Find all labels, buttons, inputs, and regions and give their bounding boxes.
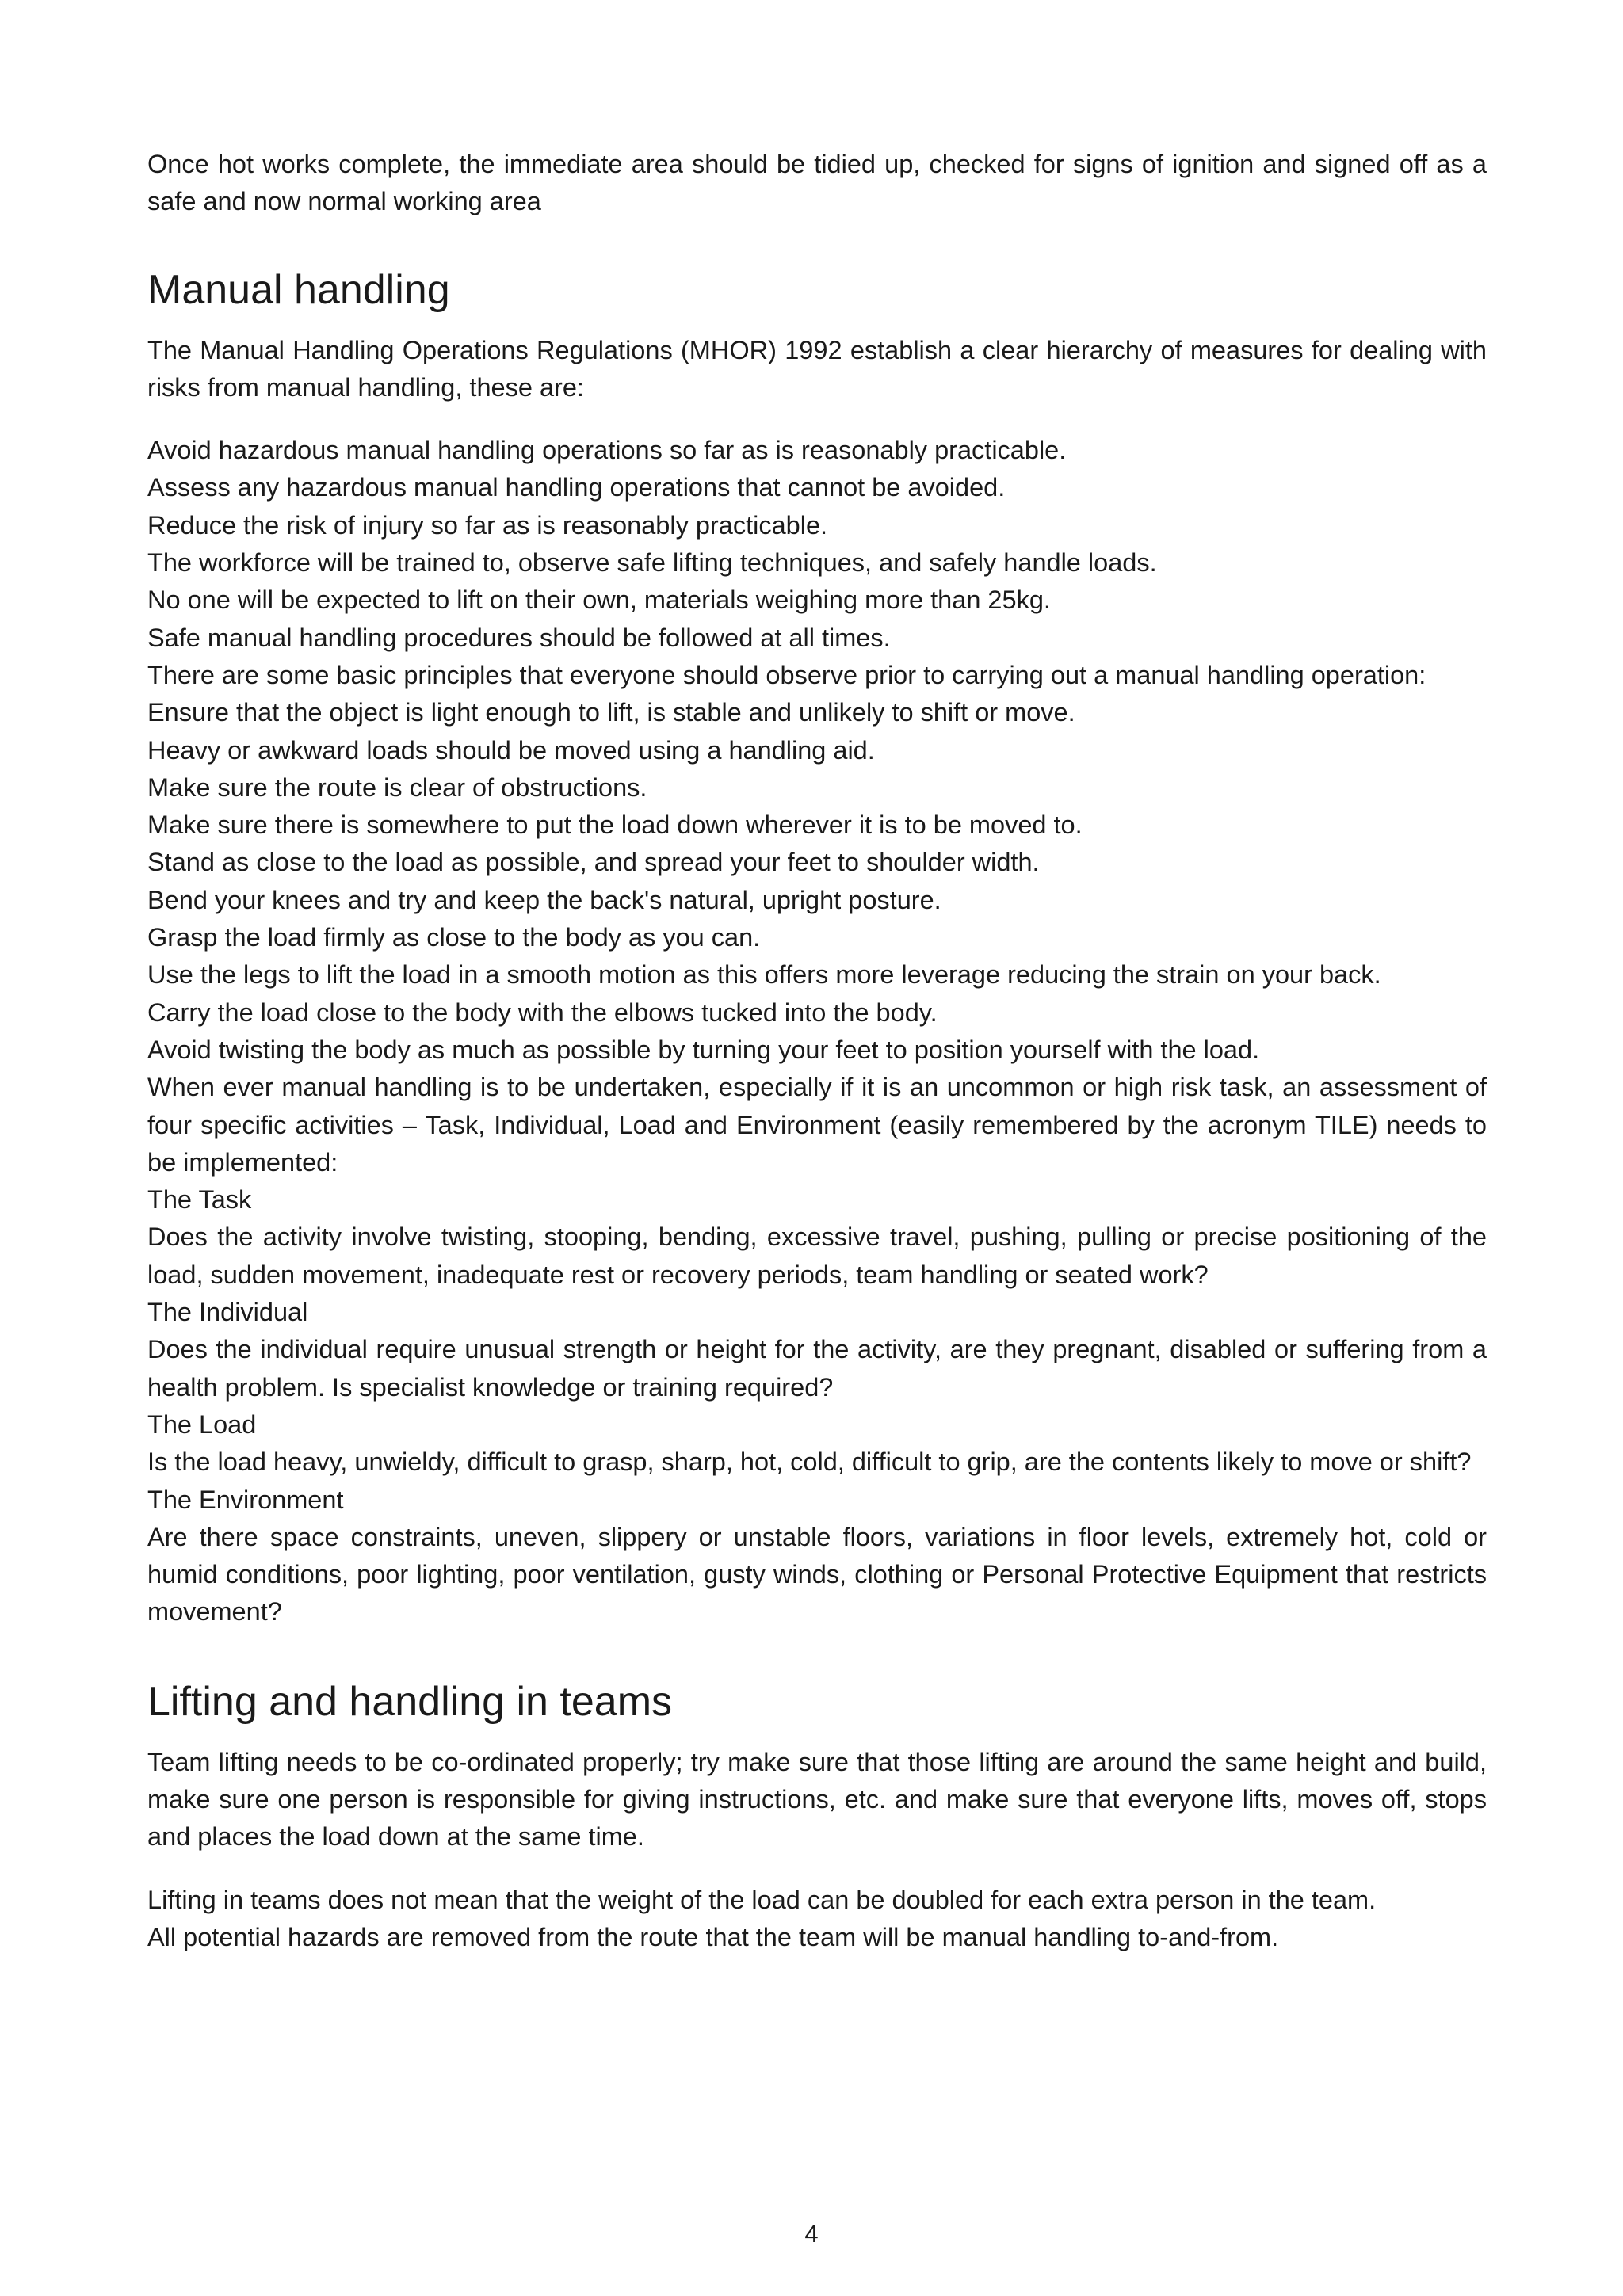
list-item: No one will be expected to lift on their own, materials weighing more than 25kg. xyxy=(147,585,1051,615)
page-number: 4 xyxy=(804,2220,819,2248)
list-item: Is the load heavy, unwieldy, difficult to grasp, sharp, hot, cold, difficult to grip, are the contents likely to move or shift? xyxy=(147,1447,1472,1477)
tile-heading-individual: The Individual xyxy=(147,1298,308,1327)
teams-paragraph-1: Team lifting needs to be co-ordinated properly; try make sure that those lifting are around the same height and build, make sure one person is responsible for giving instructions, etc. and make sure that everyone lifts, moves off, stops and places the load down at the same time. xyxy=(147,1747,1487,1852)
list-item: Safe manual handling procedures should be followed at all times. xyxy=(147,623,891,652)
manual-handling-heading: Manual handling xyxy=(147,266,450,313)
list-item: Grasp the load firmly as close to the body as you can. xyxy=(147,923,761,952)
list-item: When ever manual handling is to be undertaken, especially if it is an uncommon or high risk task, an assessment of four specific activities – Task, Individual, Load and Environment (easily remembered by the acronym TILE) needs to be implemented: xyxy=(147,1073,1487,1177)
list-item: Heavy or awkward loads should be moved using a handling aid. xyxy=(147,735,875,765)
list-item: Avoid hazardous manual handling operations so far as is reasonably practicable. xyxy=(147,436,1067,465)
list-item: Are there space constraints, uneven, slippery or unstable floors, variations in floor levels, extremely hot, cold or humid conditions, poor lighting, poor ventilation, gusty winds, clothing or Personal Protective Equipment that restricts movement? xyxy=(147,1522,1487,1627)
list-item: Reduce the risk of injury so far as is reasonably practicable. xyxy=(147,510,828,540)
list-item: Ensure that the object is light enough to lift, is stable and unlikely to shift or move. xyxy=(147,698,1075,727)
list-item: Bend your knees and try and keep the back's natural, upright posture. xyxy=(147,885,941,914)
list-item: Use the legs to lift the load in a smooth motion as this offers more leverage reducing the strain on your back. xyxy=(147,960,1381,990)
list-item: The workforce will be trained to, observe safe lifting techniques, and safely handle loads. xyxy=(147,548,1157,578)
list-item: Avoid twisting the body as much as possible by turning your feet to position yourself with the load. xyxy=(147,1035,1260,1064)
list-item: Carry the load close to the body with the elbows tucked into the body. xyxy=(147,997,938,1027)
list-item: Stand as close to the load as possible, and spread your feet to shoulder width. xyxy=(147,848,1040,877)
manual-handling-intro: The Manual Handling Operations Regulations (MHOR) 1992 establish a clear hierarchy of measures for dealing with risks from manual handling, these are: xyxy=(147,335,1487,402)
teams-paragraph-2 xyxy=(147,1882,1487,1957)
list-item: Make sure there is somewhere to put the load down wherever it is to be moved to. xyxy=(147,810,1083,840)
list-item: Lifting in teams does not mean that the weight of the load can be doubled for each extra person in the team. xyxy=(147,1885,1377,1914)
list-item: Does the individual require unusual strength or height for the activity, are they pregnant, disabled or suffering from a health problem. Is specialist knowledge or training required? xyxy=(147,1335,1487,1402)
manual-handling-list xyxy=(147,432,1487,1631)
list-item: There are some basic principles that everyone should observe prior to carrying out a manual handling operation: xyxy=(147,660,1426,689)
list-item: Make sure the route is clear of obstructions. xyxy=(147,772,647,802)
list-item: Does the activity involve twisting, stooping, bending, excessive travel, pushing, pulling or precise positioning of the load, sudden movement, inadequate rest or recovery periods, team handling or seated work? xyxy=(147,1222,1487,1289)
tile-heading-task: The Task xyxy=(147,1185,252,1215)
document-page xyxy=(147,146,1487,1956)
list-item: Assess any hazardous manual handling operations that cannot be avoided. xyxy=(147,473,1006,502)
hot-works-closing-paragraph: Once hot works complete, the immediate area should be tidied up, checked for signs of ignition and signed off as a safe and now normal working area xyxy=(147,150,1487,216)
tile-heading-environment: The Environment xyxy=(147,1485,344,1514)
lifting-in-teams-heading: Lifting and handling in teams xyxy=(147,1678,673,1725)
tile-heading-load: The Load xyxy=(147,1409,257,1439)
list-item: All potential hazards are removed from the route that the team will be manual handling to-and-from. xyxy=(147,1922,1279,1951)
